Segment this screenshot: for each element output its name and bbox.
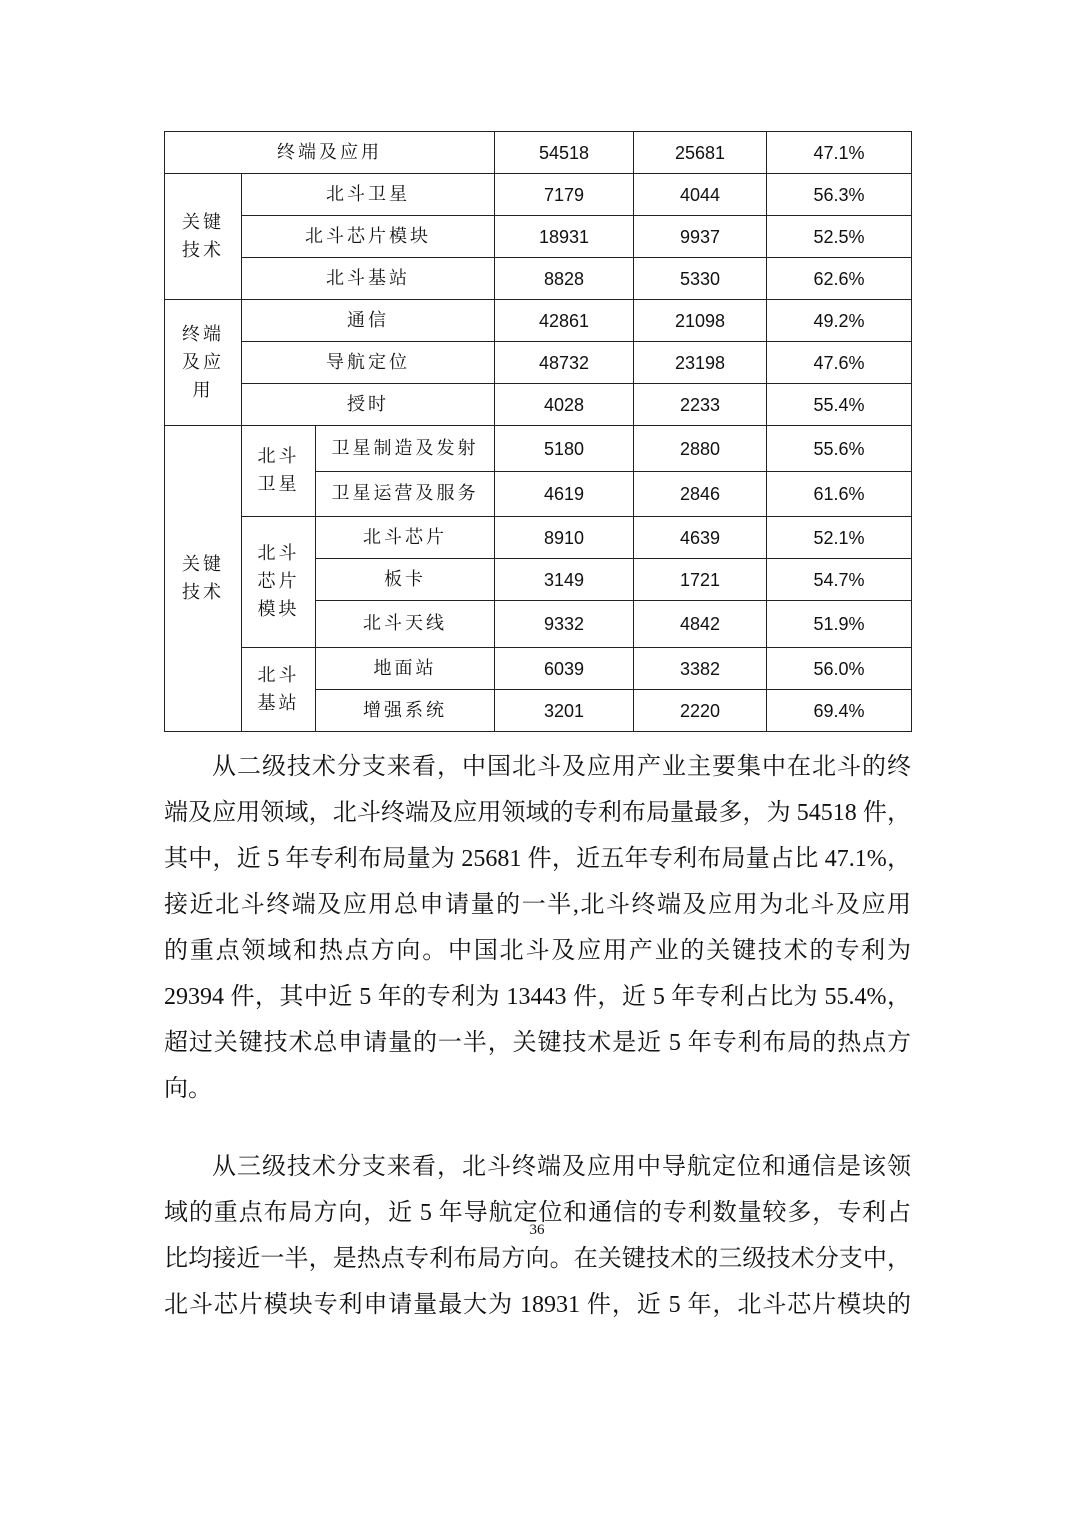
total-cell: 9332 — [495, 601, 634, 648]
ratio-cell: 52.1% — [767, 517, 912, 559]
category-cell: 北斗芯片模块 — [242, 216, 495, 258]
ratio-cell: 56.3% — [767, 174, 912, 216]
total-cell: 4619 — [495, 472, 634, 517]
recent-cell: 4044 — [634, 174, 767, 216]
text-line: 超过关键技术总申请量的一半，关键技术是近 5 年专利布局的热点方 — [164, 1020, 911, 1066]
page-number: 36 — [0, 1222, 1074, 1239]
table-row — [165, 648, 912, 690]
category-cell: 关键 技术 — [165, 426, 242, 732]
ratio-cell: 56.0% — [767, 648, 912, 690]
total-cell: 5180 — [495, 426, 634, 472]
recent-cell: 21098 — [634, 300, 767, 342]
recent-cell: 1721 — [634, 559, 767, 601]
table-row — [165, 384, 912, 426]
recent-cell: 2220 — [634, 690, 767, 732]
total-cell: 54518 — [495, 132, 634, 174]
table-row — [165, 258, 912, 300]
recent-cell: 5330 — [634, 258, 767, 300]
recent-cell: 4639 — [634, 517, 767, 559]
table-row — [165, 517, 912, 559]
recent-cell: 2880 — [634, 426, 767, 472]
paragraph-secondary-branch — [164, 744, 911, 1112]
text-line: 接近北斗终端及应用总申请量的一半,北斗终端及应用为北斗及应用 — [164, 882, 911, 928]
text-line: 端及应用领域，北斗终端及应用领域的专利布局量最多，为 54518 件， — [164, 790, 911, 836]
ratio-cell: 52.5% — [767, 216, 912, 258]
recent-cell: 2233 — [634, 384, 767, 426]
category-cell: 通信 — [242, 300, 495, 342]
ratio-cell: 47.6% — [767, 342, 912, 384]
table-row — [165, 216, 912, 258]
category-cell: 北斗 卫星 — [242, 426, 316, 517]
ratio-cell: 47.1% — [767, 132, 912, 174]
total-cell: 3149 — [495, 559, 634, 601]
category-cell: 导航定位 — [242, 342, 495, 384]
text-line: 域的重点布局方向，近 5 年导航定位和通信的专利数量较多，专利占 — [164, 1190, 911, 1236]
ratio-cell: 49.2% — [767, 300, 912, 342]
ratio-cell: 55.4% — [767, 384, 912, 426]
ratio-cell: 69.4% — [767, 690, 912, 732]
ratio-cell: 61.6% — [767, 472, 912, 517]
ratio-cell: 51.9% — [767, 601, 912, 648]
category-cell: 地面站 — [316, 648, 495, 690]
recent-cell: 4842 — [634, 601, 767, 648]
table-row — [165, 300, 912, 342]
text-line: 29394 件，其中近 5 年的专利为 13443 件，近 5 年专利占比为 55.4%， — [164, 974, 911, 1020]
recent-cell: 23198 — [634, 342, 767, 384]
total-cell: 4028 — [495, 384, 634, 426]
patent-table — [164, 131, 912, 732]
total-cell: 6039 — [495, 648, 634, 690]
category-cell: 关键 技术 — [165, 174, 242, 300]
total-cell: 8828 — [495, 258, 634, 300]
total-cell: 42861 — [495, 300, 634, 342]
total-cell: 8910 — [495, 517, 634, 559]
text-line: 北斗芯片模块专利申请量最大为 18931 件，近 5 年，北斗芯片模块的 — [164, 1282, 911, 1328]
total-cell: 18931 — [495, 216, 634, 258]
text-line: 比均接近一半，是热点专利布局方向。在关键技术的三级技术分支中， — [164, 1236, 911, 1282]
ratio-cell: 54.7% — [767, 559, 912, 601]
recent-cell: 2846 — [634, 472, 767, 517]
table-row — [165, 174, 912, 216]
ratio-cell: 62.6% — [767, 258, 912, 300]
ratio-cell: 55.6% — [767, 426, 912, 472]
category-cell: 终端及应用 — [165, 132, 495, 174]
text-line: 从三级技术分支来看，北斗终端及应用中导航定位和通信是该领 — [164, 1144, 911, 1190]
recent-cell: 3382 — [634, 648, 767, 690]
category-cell: 终端 及应 用 — [165, 300, 242, 426]
table-row — [165, 426, 912, 472]
recent-cell: 9937 — [634, 216, 767, 258]
category-cell: 板卡 — [316, 559, 495, 601]
category-cell: 卫星制造及发射 — [316, 426, 495, 472]
recent-cell: 25681 — [634, 132, 767, 174]
table-row — [165, 342, 912, 384]
category-cell: 北斗芯片 — [316, 517, 495, 559]
text-line: 其中，近 5 年专利布局量为 25681 件，近五年专利布局量占比 47.1%， — [164, 836, 911, 882]
total-cell: 7179 — [495, 174, 634, 216]
category-cell: 北斗 芯片 模块 — [242, 517, 316, 648]
category-cell: 增强系统 — [316, 690, 495, 732]
text-line: 从二级技术分支来看，中国北斗及应用产业主要集中在北斗的终 — [164, 744, 911, 790]
category-cell: 北斗 基站 — [242, 648, 316, 732]
text-line: 向。 — [164, 1066, 911, 1112]
category-cell: 授时 — [242, 384, 495, 426]
category-cell: 卫星运营及服务 — [316, 472, 495, 517]
category-cell: 北斗卫星 — [242, 174, 495, 216]
total-cell: 3201 — [495, 690, 634, 732]
total-cell: 48732 — [495, 342, 634, 384]
text-line: 的重点领域和热点方向。中国北斗及应用产业的关键技术的专利为 — [164, 928, 911, 974]
category-cell: 北斗天线 — [316, 601, 495, 648]
category-cell: 北斗基站 — [242, 258, 495, 300]
table-row — [165, 132, 912, 174]
